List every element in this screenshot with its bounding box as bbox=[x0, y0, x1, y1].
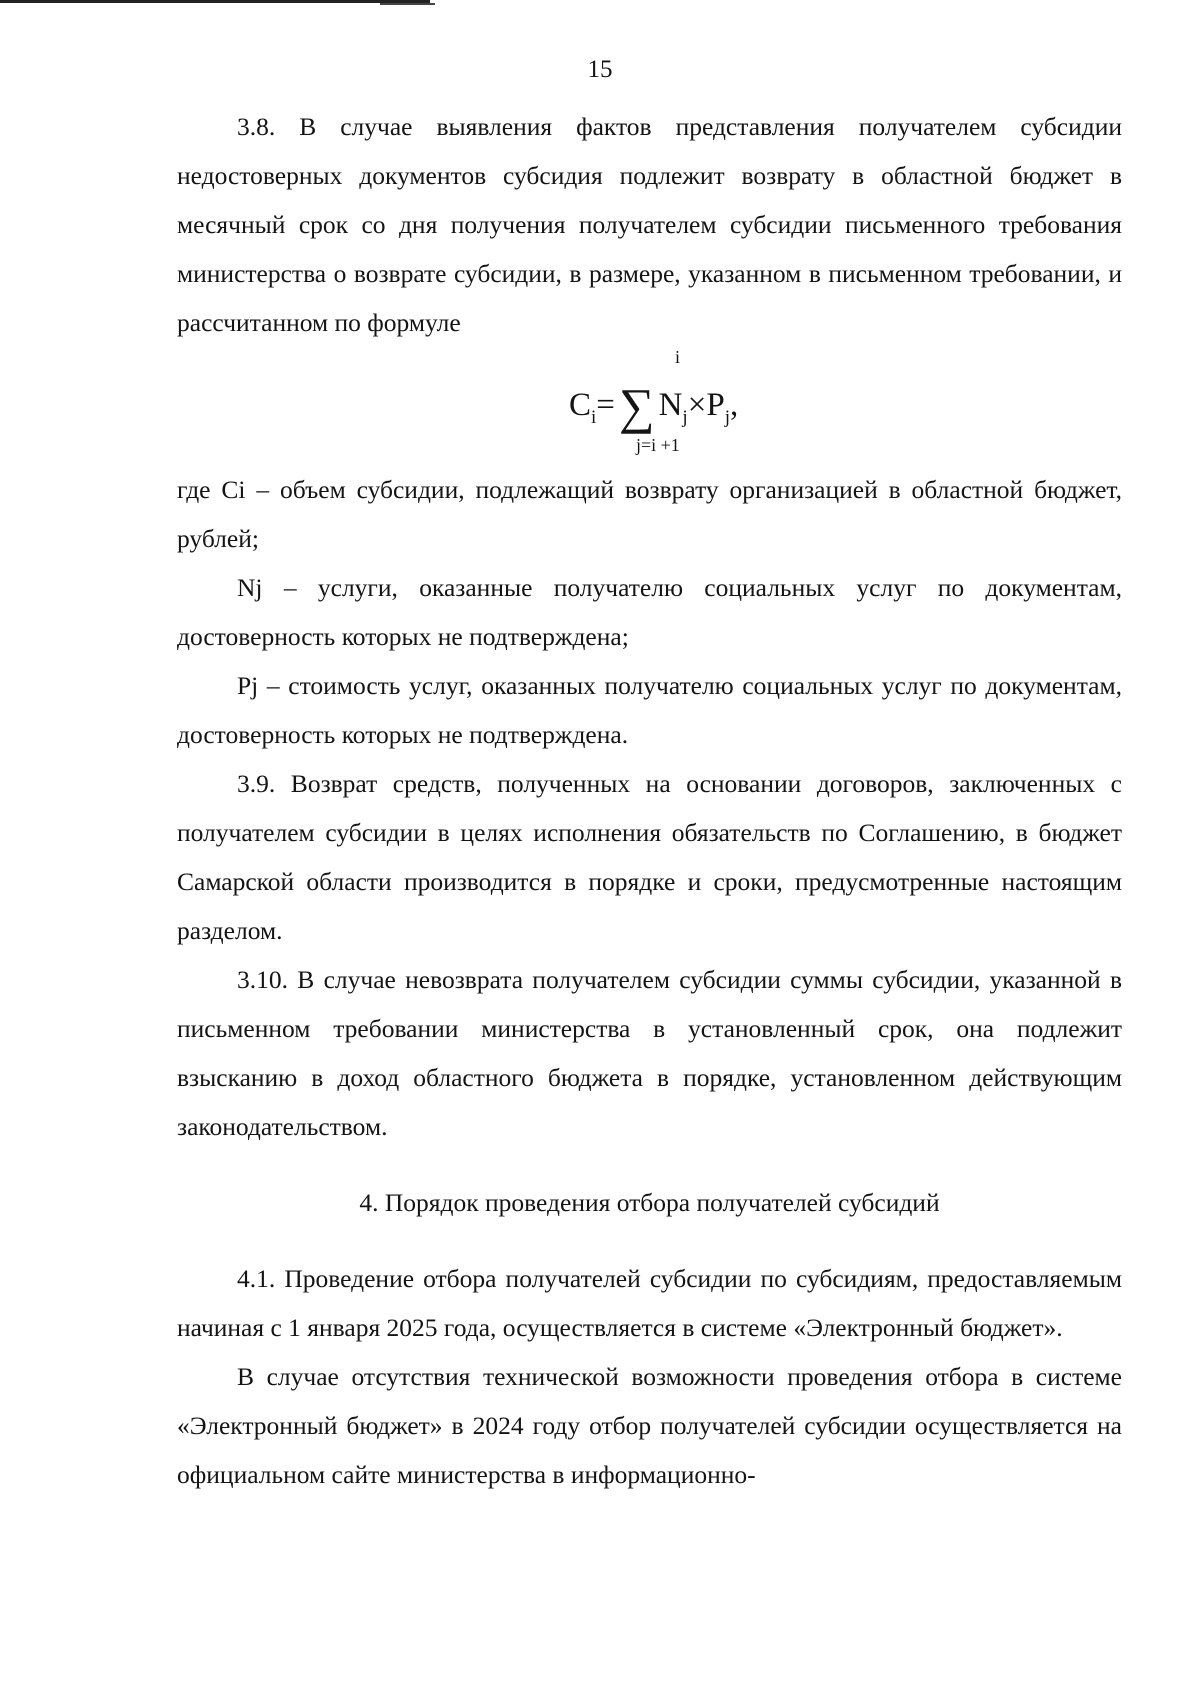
paragraph-3-10: 3.10. В случае невозврата получателем субсидии суммы субсидии, указанной в письменном требовании министерства в установленный срок, она подлежит взысканию в доход областного бюджета в порядке, установленном действующим законодательством. bbox=[177, 965, 1122, 1141]
paragraph-3-9: 3.9. Возврат средств, полученных на основании договоров, заключенных с получателем субсидии в целях исполнения обязательств по Соглашению, в бюджет Самарской области производится в порядке и сроки, предусмотренные настоящим разделом. bbox=[177, 769, 1122, 945]
document-body bbox=[177, 102, 1122, 1499]
paragraph-3-8: 3.8. В случае выявления фактов представления получателем субсидии недостоверных документов субсидия подлежит возврату в областной бюджет в месячный срок со дня получения получателем субсидии письменного требования министерства о возврате субсидии, в размере, указанном в письменном требовании, и рассчитанном по формуле bbox=[177, 112, 1122, 337]
formula-lhs: C bbox=[569, 387, 592, 423]
formula bbox=[177, 347, 1122, 465]
paragraph-4-1: 4.1. Проведение отбора получателей субсидии по субсидиям, предоставляемым начиная с 1 января 2025 года, осуществляется в системе «Электронный бюджет». bbox=[177, 1264, 1122, 1342]
section-heading: 4. Порядок проведения отбора получателей субсидий bbox=[359, 1188, 940, 1217]
sum-upper-limit: i bbox=[675, 347, 681, 367]
sigma-symbol: ∑ bbox=[618, 378, 655, 434]
formula-times: × bbox=[687, 387, 707, 423]
formula-tail: , bbox=[729, 387, 739, 423]
paragraph-pj-definition: Pj – стоимость услуг, оказанных получателю социальных услуг по документам, достоверность которых не подтверждена. bbox=[177, 671, 1122, 749]
sum-lower-limit: j=i +1 bbox=[636, 435, 680, 455]
formula-expression bbox=[569, 377, 738, 435]
formula-term-p-sub: j bbox=[724, 407, 730, 428]
formula-term-n-sub: j bbox=[682, 407, 688, 428]
top-scan-line bbox=[380, 3, 435, 5]
page-number: 15 bbox=[587, 56, 613, 83]
top-scan-line bbox=[0, 0, 430, 3]
formula-equals: = bbox=[596, 387, 615, 423]
formula-lhs-sub: i bbox=[591, 407, 597, 428]
paragraph-4-1-continued: В случае отсутствия технической возможности проведения отбора в системе «Электронный бюджет» в 2024 году отбор получателей субсидии осуществляется на официальном сайте министерства в информационно- bbox=[177, 1362, 1122, 1489]
formula-term-p: P bbox=[706, 387, 725, 423]
paragraph-nj-definition: Nj – услуги, оказанные получателю социальных услуг по документам, достоверность которых не подтверждена; bbox=[177, 573, 1122, 651]
paragraph-ci-definition: где Ci – объем субсидии, подлежащий возврату организацией в областной бюджет, рублей; bbox=[177, 475, 1122, 553]
formula-term-n: N bbox=[658, 387, 683, 423]
